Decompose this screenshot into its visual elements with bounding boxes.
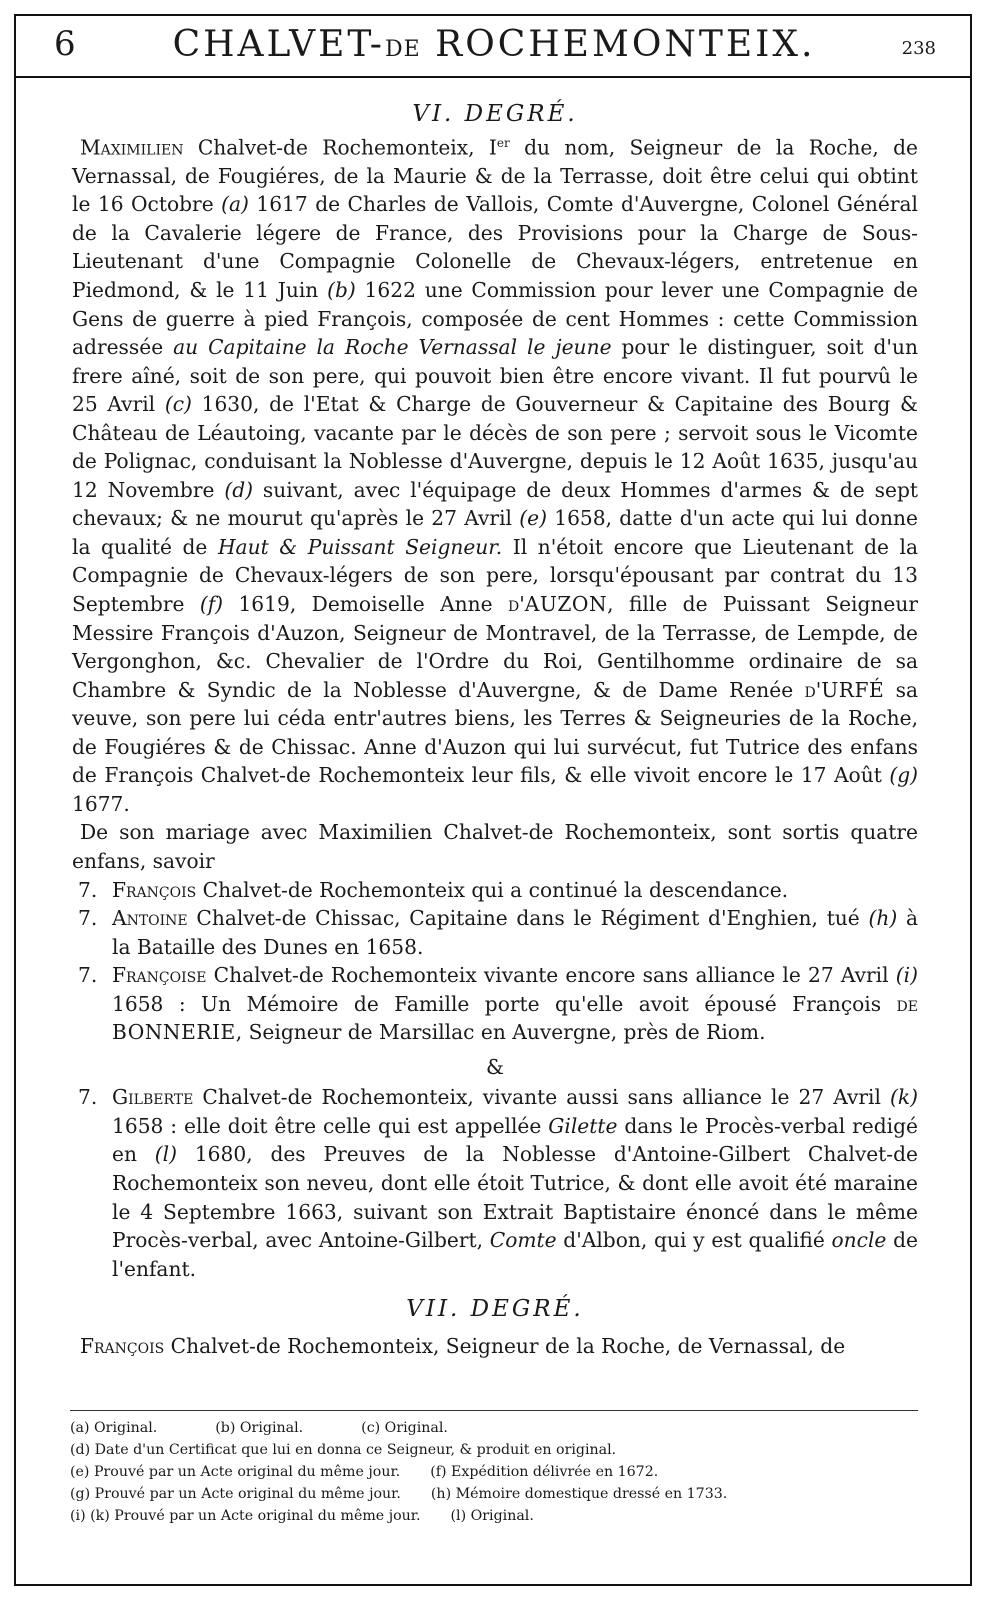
degree-heading: VI. DEGRÉ. — [412, 101, 578, 127]
list-item: 7. Gilberte Chalvet-de Rochemonteix, vivante aussi sans alliance le 27 Avril (k) 1658 : elle doit être celle qui est appellée Gilette dans le Procès-verbal redigé en (l) 1680, des Preuves de la Noblesse d'Antoine-Gilbert Chalvet-de Rochemonteix son neveu, dont elle étoit Tutrice, & dont elle avoit été maraine le 4 Septembre 1663, suivant son Extrait Baptistaire énoncé dans le même Procès-verbal, avec Antoine-Gilbert, Comte d'Albon, qui y est qualifié oncle de l'enfant. — [78, 1085, 919, 1281]
footnote: (e) Prouvé par un Acte original du même jour. — [70, 1464, 401, 1480]
page-title: CHALVET-DE ROCHEMONTEIX. — [172, 24, 816, 65]
list-item: 7. Françoise Chalvet-de Rochemonteix vivante encore sans alliance le 27 Avril (i) 1658 : Un Mémoire de Famille porte qu'elle avoit épousé François de BONNERIE, Seigneur de Marsillac en Auvergne, près de Riom. — [78, 963, 918, 1045]
footnote: (h) Mémoire domestique dressé en 1733. — [430, 1486, 728, 1502]
running-header — [16, 18, 972, 74]
folio-number: 238 — [901, 38, 936, 59]
footnote-row — [70, 1439, 918, 1461]
page-number: 6 — [54, 24, 76, 64]
list-item: 7. François Chalvet-de Rochemonteix qui a continué la descendance. — [78, 877, 789, 902]
list-item: 7. Antoine Chalvet-de Chissac, Capitaine dans le Régiment d'Enghien, tué (h) à la Bataille des Dunes en 1658. — [78, 906, 919, 959]
footnote: (a) Original. — [70, 1420, 158, 1436]
degree-heading: VII. DEGRÉ. — [406, 1296, 584, 1323]
header-rule — [16, 76, 972, 78]
footnote: (b) Original. — [215, 1420, 304, 1436]
paragraph-children-intro: De son mariage avec Maximilien Chalvet-de Rochemonteix, sont sortis quatre enfans, savoir — [72, 820, 918, 873]
paragraph-francois: François Chalvet-de Rochemonteix, Seigneur de la Roche, de Vernassal, de — [80, 1333, 846, 1358]
footnote: (i) (k) Prouvé par un Acte original du même jour. — [70, 1508, 421, 1524]
footnote-row — [70, 1461, 918, 1483]
footnote: (l) Original. — [450, 1508, 534, 1524]
footnote-row — [70, 1483, 918, 1505]
footnote: (c) Original. — [361, 1420, 448, 1436]
paragraph-maximilien: Maximilien Chalvet-de Rochemonteix, Ier du nom, Seigneur de la Roche, de Vernassal, de Fougiéres, de la Maurie & de la Terrasse, doit être celui qui obtint le 16 Octobre (a) 1617 de Charles de Vallois, Comte d'Auvergne, Colonel Général de la Cavalerie légere de France, des Provisions pour la Charge de Sous-Lieutenant d'une Compagnie Colonelle de Chevaux-légers, entretenue en Piedmond, & le 11 Juin (b) 1622 une Commission pour lever une Compagnie de Gens de guerre à pied François, composée de cent Hommes : cette Commission adressée au Capitaine la Roche Vernassal le jeune pour le distinguer, soit d'un frere aîné, soit de son pere, qui pouvoit bien être encore vivant. Il fut pourvû le 25 Avril (c) 1630, de l'Etat & Charge de Gouverneur & Capitaine des Bourg & Château de Léautoing, vacante par le décès de son pere ; servoit sous le Vicomte de Polignac, conduisant la Noblesse d'Auvergne, depuis le 12 Août 1635, jusqu'au 12 Novembre (d) suivant, avec l'équipage de deux Hommes d'armes & de sept chevaux; & ne mourut qu'après le 27 Avril (e) 1658, datte d'un acte qui lui donne la qualité de Haut & Puissant Seigneur. Il n'étoit encore que Lieutenant de la Compagnie de Chevaux-légers de son pere, lorsqu'épousant par contrat du 13 Septembre (f) 1619, Demoiselle Anne d'AUZON, fille de Puissant Seigneur Messire François d'Auzon, Seigneur de Montravel, de la Terrasse, de Lempde, de Vergonghon, &c. Chevalier de l'Ordre du Roi, Gentilhomme ordinaire de sa Chambre & Syndic de la Noblesse d'Auvergne, & de Dame Renée d'URFÉ sa veuve, son pere lui céda entr'autres biens, les Terres & Seigneuries de la Roche, de Fougiéres & de Chissac. Anne d'Auzon qui lui survécut, fut Tutrice des enfans de François Chalvet-de Rochemonteix leur fils, & elle vivoit encore le 17 Août (g) 1677. — [72, 135, 919, 816]
footnote: (g) Prouvé par un Acte original du même jour. — [70, 1486, 401, 1502]
footnote-row — [70, 1505, 918, 1527]
footnote: (d) Date d'un Certificat que lui en donna ce Seigneur, & produit en original. — [70, 1442, 617, 1458]
footnote: (f) Expédition délivrée en 1672. — [430, 1464, 659, 1480]
main-text — [72, 100, 918, 1360]
footnote-row — [70, 1417, 918, 1439]
ampersand-separator: & — [486, 1054, 504, 1079]
footnotes — [70, 1410, 918, 1527]
